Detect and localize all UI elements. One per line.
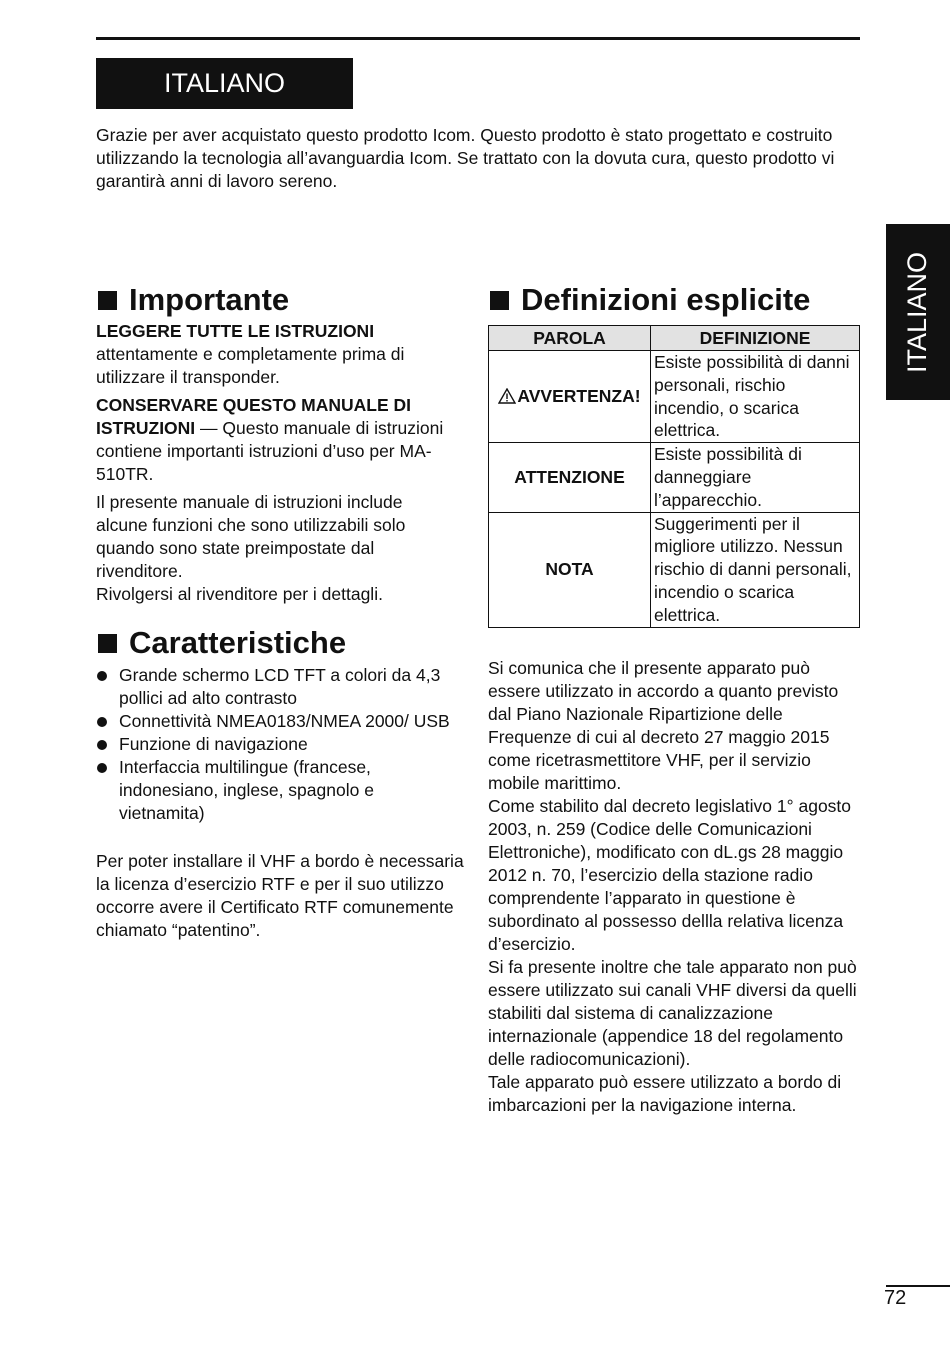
features-list	[96, 664, 451, 825]
square-bullet-icon	[98, 291, 117, 310]
bold-lead: CONSERVARE QUESTO MANUALE DI ISTRUZIONI	[96, 395, 412, 438]
square-bullet-icon	[98, 634, 117, 653]
legal-paragraph-2: Come stabilito dal decreto legislativo 1° agosto 2003, n. 259 (Codice delle Comunicazioni Elettroniche), modificato con dL.gs 28 maggio 2012 n. 70, l’esercizio della stazione radio comprendente l’apparato in questione è subordinato al possesso dellla relativa licenza d’esercizio.	[488, 795, 852, 954]
list-item: Connettività NMEA0183/NMEA 2000/ USB	[96, 710, 451, 733]
importante-paragraph-1	[96, 320, 471, 389]
section-heading	[96, 280, 471, 320]
paragraph-text: Il presente manuale di istruzioni include alcune funzioni che sono utilizzabili solo quando sono state preimpostate dal rivenditore.	[96, 492, 406, 581]
section-definizioni	[488, 280, 860, 628]
paragraph-text: attentamente e completamente prima di utilizzare il transponder.	[96, 344, 405, 387]
paragraph-text-2: Rivolgersi al rivenditore per i dettagli.	[96, 584, 383, 604]
definition-cell: Esiste possibilità di danni personali, rischio incendio, o scarica elettrica.	[651, 351, 860, 443]
bullet-dot-icon	[97, 740, 107, 750]
list-item: Grande schermo LCD TFT a colori da 4,3 pollici ad alto contrasto	[96, 664, 451, 710]
word-cell: ATTENZIONE	[489, 443, 651, 512]
column-header-word: PAROLA	[489, 326, 651, 351]
side-language-tab-label: ITALIANO	[902, 251, 933, 373]
section-caratteristiche	[96, 623, 471, 942]
table-header-row	[489, 326, 860, 351]
side-language-tab	[886, 224, 950, 400]
left-column	[96, 280, 471, 942]
warning-triangle-icon	[498, 388, 516, 404]
bold-lead: LEGGERE TUTTE LE ISTRUZIONI	[96, 321, 375, 341]
language-banner-label: ITALIANO	[163, 68, 286, 98]
list-item: Funzione di navigazione	[96, 733, 451, 756]
top-rule	[96, 37, 860, 40]
section-importante	[96, 280, 471, 606]
intro-paragraph: Grazie per aver acquistato questo prodotto Icom. Questo prodotto è stato progettato e costruito utilizzando la tecnologia all’avanguardia Icom. Se trattato con la dovuta cura, questo prodotto vi garantirà anni di lavoro sereno.	[96, 125, 835, 191]
bullet-dot-icon	[97, 763, 107, 773]
word-cell: AVVERTENZA!	[489, 351, 651, 443]
definitions-table	[488, 325, 860, 628]
page-number: 72	[884, 1287, 907, 1309]
legal-paragraph-3: Si fa presente inoltre che tale apparato non può essere utilizzato sui canali VHF diversi da quelli stabiliti dal sistema di canalizzazione internazionale (appendice 18 del regolamento delle radiocomunicazioni).	[488, 956, 857, 1069]
legal-paragraph-4: Tale apparato può essere utilizzato a bordo di imbarcazioni per la navigazione interna.	[488, 1071, 842, 1115]
paragraph-text: — Questo manuale di istruzioni contiene importanti istruzioni d’uso per MA-510TR.	[96, 418, 444, 484]
bullet-dot-icon	[97, 671, 107, 681]
definition-cell: Esiste possibilità di danneggiare l’apparecchio.	[651, 443, 860, 512]
section-heading	[488, 280, 860, 320]
section-legal-notice	[488, 657, 860, 1117]
definition-cell: Suggerimenti per il migliore utilizzo. Nessun rischio di danni personali, incendio o scarica elettrica.	[651, 512, 860, 627]
language-banner	[96, 58, 353, 109]
table-row	[489, 351, 860, 443]
section-title: Caratteristiche	[129, 625, 347, 660]
table-row	[489, 443, 860, 512]
list-item: Interfaccia multilingue (francese, indonesiano, inglese, spagnolo e vietnamita)	[96, 756, 451, 825]
section-title: Definizioni esplicite	[521, 282, 811, 317]
importante-paragraph-2	[96, 394, 456, 486]
column-header-definition: DEFINIZIONE	[651, 326, 860, 351]
word-cell: NOTA	[489, 512, 651, 627]
importante-paragraph-3	[96, 491, 456, 606]
right-column	[488, 280, 860, 1117]
section-title: Importante	[129, 282, 290, 317]
table-row	[489, 512, 860, 627]
section-heading	[96, 623, 471, 663]
legal-paragraph-1: Si comunica che il presente apparato può essere utilizzato in accordo a quanto previsto dal Piano Nazionale Ripartizione delle Frequenze di cui al decreto 27 maggio 2015 come ricetrasmettitore VHF, per il servizio mobile marittimo.	[488, 657, 839, 793]
square-bullet-icon	[490, 291, 509, 310]
license-note: Per poter installare il VHF a bordo è necessaria la licenza d’esercizio RTF e per il suo utilizzo occorre avere il Certificato RTF comunemente chiamato “patentino”.	[96, 851, 464, 940]
bullet-dot-icon	[97, 717, 107, 727]
